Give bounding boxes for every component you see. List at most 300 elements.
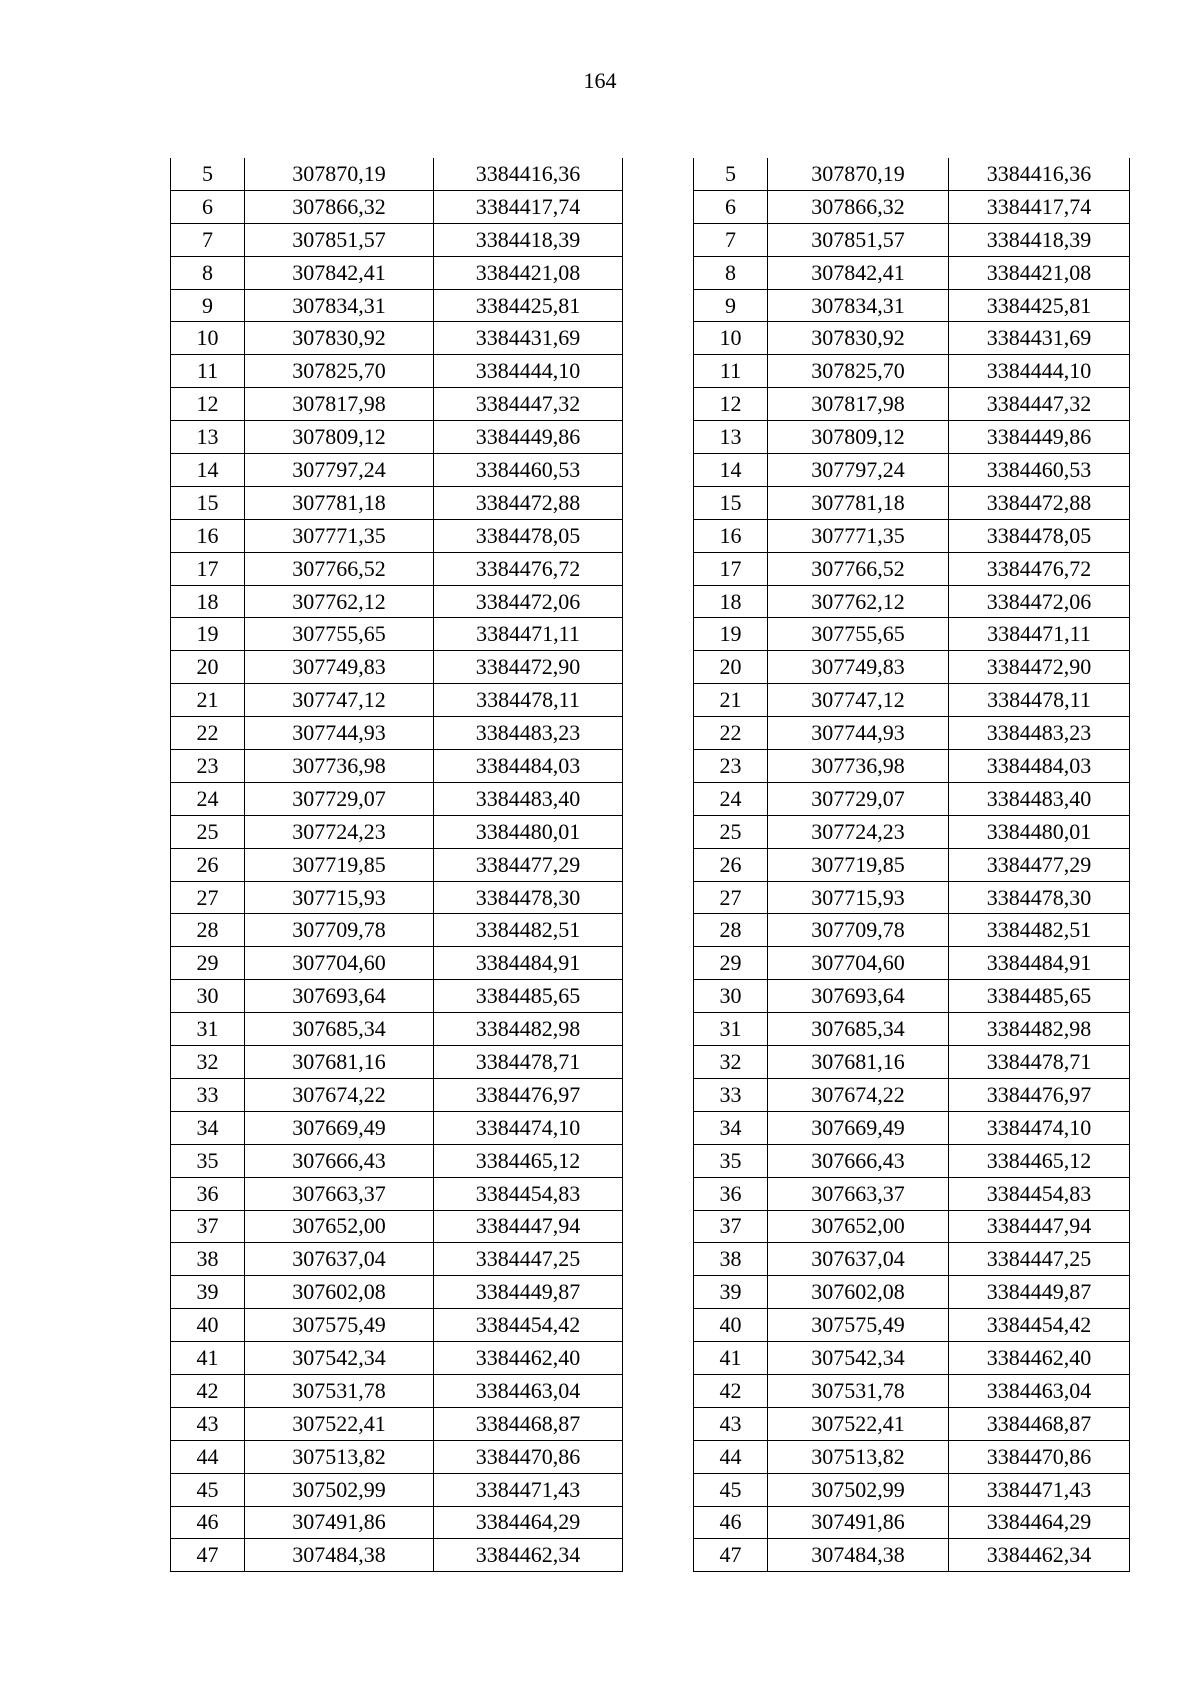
point-number-cell: 39 [694,1276,768,1309]
point-number-cell: 17 [694,552,768,585]
y-coordinate-cell: 3384478,71 [949,1046,1130,1079]
point-number-cell: 37 [694,1210,768,1243]
table-row [694,815,1130,848]
point-number-cell: 41 [694,1342,768,1375]
point-number-cell: 44 [171,1440,245,1473]
point-number-cell: 31 [171,1013,245,1046]
point-number-cell: 25 [171,815,245,848]
table-row [171,585,623,618]
point-number-cell: 35 [171,1144,245,1177]
table-row [171,815,623,848]
point-number-cell: 13 [171,421,245,454]
y-coordinate-cell: 3384462,40 [949,1342,1130,1375]
table-row [171,322,623,355]
y-coordinate-cell: 3384471,43 [434,1473,623,1506]
y-coordinate-cell: 3384482,98 [434,1013,623,1046]
y-coordinate-cell: 3384483,23 [949,717,1130,750]
y-coordinate-cell: 3384478,05 [949,519,1130,552]
y-coordinate-cell: 3384425,81 [434,289,623,322]
point-number-cell: 22 [171,717,245,750]
x-coordinate-cell: 307666,43 [245,1144,434,1177]
y-coordinate-cell: 3384470,86 [949,1440,1130,1473]
table-row [694,782,1130,815]
x-coordinate-cell: 307542,34 [245,1342,434,1375]
table-row [171,1210,623,1243]
x-coordinate-cell: 307766,52 [245,552,434,585]
y-coordinate-cell: 3384476,97 [434,1078,623,1111]
table-row [694,1013,1130,1046]
point-number-cell: 32 [171,1046,245,1079]
x-coordinate-cell: 307834,31 [245,289,434,322]
y-coordinate-cell: 3384478,30 [949,881,1130,914]
point-number-cell: 42 [171,1374,245,1407]
x-coordinate-cell: 307797,24 [768,454,949,487]
x-coordinate-cell: 307652,00 [768,1210,949,1243]
x-coordinate-cell: 307531,78 [245,1374,434,1407]
table-row [171,1539,623,1572]
x-coordinate-cell: 307685,34 [768,1013,949,1046]
table-row [171,1342,623,1375]
point-number-cell: 36 [171,1177,245,1210]
point-number-cell: 11 [694,355,768,388]
point-number-cell: 20 [694,651,768,684]
x-coordinate-cell: 307709,78 [245,914,434,947]
y-coordinate-cell: 3384460,53 [434,454,623,487]
point-number-cell: 6 [694,190,768,223]
y-coordinate-cell: 3384485,65 [949,980,1130,1013]
point-number-cell: 45 [171,1473,245,1506]
table-row [694,1210,1130,1243]
point-number-cell: 23 [171,750,245,783]
x-coordinate-cell: 307766,52 [768,552,949,585]
y-coordinate-cell: 3384472,06 [434,585,623,618]
x-coordinate-cell: 307736,98 [245,750,434,783]
point-number-cell: 32 [694,1046,768,1079]
point-number-cell: 18 [694,585,768,618]
y-coordinate-cell: 3384477,29 [949,848,1130,881]
y-coordinate-cell: 3384472,90 [434,651,623,684]
table-row [694,1506,1130,1539]
x-coordinate-cell: 307669,49 [245,1111,434,1144]
y-coordinate-cell: 3384460,53 [949,454,1130,487]
x-coordinate-cell: 307817,98 [768,388,949,421]
point-number-cell: 5 [171,158,245,190]
y-coordinate-cell: 3384483,40 [434,782,623,815]
y-coordinate-cell: 3384444,10 [434,355,623,388]
table-row [171,651,623,684]
point-number-cell: 24 [694,782,768,815]
x-coordinate-cell: 307781,18 [245,486,434,519]
y-coordinate-cell: 3384421,08 [949,256,1130,289]
x-coordinate-cell: 307825,70 [768,355,949,388]
table-row [694,585,1130,618]
point-number-cell: 43 [694,1407,768,1440]
x-coordinate-cell: 307681,16 [768,1046,949,1079]
y-coordinate-cell: 3384447,25 [434,1243,623,1276]
x-coordinate-cell: 307866,32 [245,190,434,223]
x-coordinate-cell: 307771,35 [245,519,434,552]
table-row [171,1374,623,1407]
y-coordinate-cell: 3384454,42 [434,1309,623,1342]
x-coordinate-cell: 307830,92 [768,322,949,355]
x-coordinate-cell: 307674,22 [245,1078,434,1111]
point-number-cell: 34 [171,1111,245,1144]
point-number-cell: 21 [171,684,245,717]
x-coordinate-cell: 307797,24 [245,454,434,487]
x-coordinate-cell: 307502,99 [768,1473,949,1506]
table-row [171,421,623,454]
x-coordinate-cell: 307715,93 [768,881,949,914]
point-number-cell: 24 [171,782,245,815]
point-number-cell: 12 [171,388,245,421]
table-row [694,454,1130,487]
point-number-cell: 16 [171,519,245,552]
point-number-cell: 30 [694,980,768,1013]
y-coordinate-cell: 3384468,87 [949,1407,1130,1440]
y-coordinate-cell: 3384464,29 [434,1506,623,1539]
y-coordinate-cell: 3384417,74 [434,190,623,223]
x-coordinate-cell: 307669,49 [768,1111,949,1144]
x-coordinate-cell: 307851,57 [768,223,949,256]
point-number-cell: 27 [171,881,245,914]
x-coordinate-cell: 307637,04 [245,1243,434,1276]
point-number-cell: 35 [694,1144,768,1177]
y-coordinate-cell: 3384447,94 [434,1210,623,1243]
table-row [694,256,1130,289]
x-coordinate-cell: 307513,82 [768,1440,949,1473]
point-number-cell: 30 [171,980,245,1013]
y-coordinate-cell: 3384474,10 [434,1111,623,1144]
point-number-cell: 46 [171,1506,245,1539]
table-row [694,848,1130,881]
point-number-cell: 26 [171,848,245,881]
point-number-cell: 18 [171,585,245,618]
y-coordinate-cell: 3384483,40 [949,782,1130,815]
table-row [171,1440,623,1473]
table-row [694,1144,1130,1177]
table-row [171,1177,623,1210]
point-number-cell: 19 [694,618,768,651]
x-coordinate-cell: 307724,23 [768,815,949,848]
x-coordinate-cell: 307729,07 [245,782,434,815]
table-row [694,322,1130,355]
y-coordinate-cell: 3384478,11 [949,684,1130,717]
table-row [694,388,1130,421]
table-row [694,1407,1130,1440]
y-coordinate-cell: 3384418,39 [434,223,623,256]
table-row [171,782,623,815]
x-coordinate-cell: 307709,78 [768,914,949,947]
x-coordinate-cell: 307685,34 [245,1013,434,1046]
table-row [694,1342,1130,1375]
point-number-cell: 36 [694,1177,768,1210]
y-coordinate-cell: 3384449,86 [949,421,1130,454]
x-coordinate-cell: 307781,18 [768,486,949,519]
y-coordinate-cell: 3384444,10 [949,355,1130,388]
point-number-cell: 47 [694,1539,768,1572]
table-row [171,388,623,421]
y-coordinate-cell: 3384480,01 [949,815,1130,848]
table-row [171,618,623,651]
x-coordinate-cell: 307747,12 [768,684,949,717]
point-number-cell: 31 [694,1013,768,1046]
x-coordinate-cell: 307704,60 [768,947,949,980]
y-coordinate-cell: 3384449,87 [434,1276,623,1309]
y-coordinate-cell: 3384471,43 [949,1473,1130,1506]
y-coordinate-cell: 3384447,94 [949,1210,1130,1243]
table-row [171,519,623,552]
point-number-cell: 33 [694,1078,768,1111]
table-row [694,914,1130,947]
point-number-cell: 41 [171,1342,245,1375]
point-number-cell: 9 [171,289,245,322]
x-coordinate-cell: 307866,32 [768,190,949,223]
y-coordinate-cell: 3384468,87 [434,1407,623,1440]
y-coordinate-cell: 3384472,88 [949,486,1130,519]
x-coordinate-cell: 307652,00 [245,1210,434,1243]
table-row [171,552,623,585]
table-row [171,1111,623,1144]
table-row [694,684,1130,717]
point-number-cell: 14 [694,454,768,487]
x-coordinate-cell: 307817,98 [245,388,434,421]
x-coordinate-cell: 307834,31 [768,289,949,322]
table-row [694,651,1130,684]
table-row [694,717,1130,750]
point-number-cell: 26 [694,848,768,881]
point-number-cell: 13 [694,421,768,454]
table-row [171,914,623,947]
y-coordinate-cell: 3384418,39 [949,223,1130,256]
y-coordinate-cell: 3384472,90 [949,651,1130,684]
table-row [694,1374,1130,1407]
point-number-cell: 15 [694,486,768,519]
point-number-cell: 6 [171,190,245,223]
point-number-cell: 37 [171,1210,245,1243]
point-number-cell: 10 [694,322,768,355]
point-number-cell: 8 [694,256,768,289]
table-row [694,1243,1130,1276]
x-coordinate-cell: 307681,16 [245,1046,434,1079]
y-coordinate-cell: 3384454,83 [949,1177,1130,1210]
table-row [171,454,623,487]
x-coordinate-cell: 307502,99 [245,1473,434,1506]
point-number-cell: 33 [171,1078,245,1111]
x-coordinate-cell: 307704,60 [245,947,434,980]
y-coordinate-cell: 3384421,08 [434,256,623,289]
x-coordinate-cell: 307491,86 [245,1506,434,1539]
table-row [694,1276,1130,1309]
coordinates-table-right [693,158,1130,1572]
x-coordinate-cell: 307575,49 [768,1309,949,1342]
table-row [694,190,1130,223]
table-row [694,1539,1130,1572]
page-number: 164 [583,68,617,93]
x-coordinate-cell: 307744,93 [768,717,949,750]
y-coordinate-cell: 3384472,06 [949,585,1130,618]
point-number-cell: 27 [694,881,768,914]
coordinates-table-left-body [171,158,623,1572]
y-coordinate-cell: 3384477,29 [434,848,623,881]
point-number-cell: 38 [171,1243,245,1276]
y-coordinate-cell: 3384431,69 [434,322,623,355]
y-coordinate-cell: 3384471,11 [949,618,1130,651]
y-coordinate-cell: 3384474,10 [949,1111,1130,1144]
table-row [694,750,1130,783]
point-number-cell: 25 [694,815,768,848]
y-coordinate-cell: 3384472,88 [434,486,623,519]
point-number-cell: 8 [171,256,245,289]
table-row [694,519,1130,552]
x-coordinate-cell: 307666,43 [768,1144,949,1177]
y-coordinate-cell: 3384478,05 [434,519,623,552]
y-coordinate-cell: 3384478,11 [434,684,623,717]
table-row [694,158,1130,190]
table-row [171,881,623,914]
table-row [171,684,623,717]
table-row [694,1473,1130,1506]
table-row [694,421,1130,454]
table-row [694,1177,1130,1210]
y-coordinate-cell: 3384478,30 [434,881,623,914]
point-number-cell: 45 [694,1473,768,1506]
y-coordinate-cell: 3384417,74 [949,190,1130,223]
x-coordinate-cell: 307870,19 [768,158,949,190]
x-coordinate-cell: 307522,41 [768,1407,949,1440]
y-coordinate-cell: 3384416,36 [434,158,623,190]
y-coordinate-cell: 3384449,86 [434,421,623,454]
y-coordinate-cell: 3384465,12 [434,1144,623,1177]
point-number-cell: 14 [171,454,245,487]
y-coordinate-cell: 3384464,29 [949,1506,1130,1539]
table-row [171,289,623,322]
x-coordinate-cell: 307771,35 [768,519,949,552]
y-coordinate-cell: 3384463,04 [434,1374,623,1407]
table-row [171,848,623,881]
point-number-cell: 28 [694,914,768,947]
x-coordinate-cell: 307747,12 [245,684,434,717]
x-coordinate-cell: 307522,41 [245,1407,434,1440]
y-coordinate-cell: 3384478,71 [434,1046,623,1079]
x-coordinate-cell: 307484,38 [768,1539,949,1572]
x-coordinate-cell: 307575,49 [245,1309,434,1342]
table-row [171,1506,623,1539]
y-coordinate-cell: 3384480,01 [434,815,623,848]
x-coordinate-cell: 307842,41 [245,256,434,289]
x-coordinate-cell: 307513,82 [245,1440,434,1473]
point-number-cell: 40 [171,1309,245,1342]
x-coordinate-cell: 307809,12 [245,421,434,454]
point-number-cell: 20 [171,651,245,684]
table-row [171,486,623,519]
x-coordinate-cell: 307602,08 [245,1276,434,1309]
x-coordinate-cell: 307762,12 [245,585,434,618]
point-number-cell: 23 [694,750,768,783]
x-coordinate-cell: 307724,23 [245,815,434,848]
table-row [171,1078,623,1111]
point-number-cell: 12 [694,388,768,421]
x-coordinate-cell: 307744,93 [245,717,434,750]
point-number-cell: 39 [171,1276,245,1309]
table-row [171,980,623,1013]
table-row [171,256,623,289]
table-row [694,947,1130,980]
table-row [171,1473,623,1506]
y-coordinate-cell: 3384484,91 [434,947,623,980]
x-coordinate-cell: 307531,78 [768,1374,949,1407]
point-number-cell: 47 [171,1539,245,1572]
point-number-cell: 28 [171,914,245,947]
y-coordinate-cell: 3384462,34 [434,1539,623,1572]
y-coordinate-cell: 3384447,32 [949,388,1130,421]
point-number-cell: 16 [694,519,768,552]
y-coordinate-cell: 3384416,36 [949,158,1130,190]
x-coordinate-cell: 307830,92 [245,322,434,355]
y-coordinate-cell: 3384454,42 [949,1309,1130,1342]
y-coordinate-cell: 3384471,11 [434,618,623,651]
x-coordinate-cell: 307602,08 [768,1276,949,1309]
table-row [171,1144,623,1177]
x-coordinate-cell: 307736,98 [768,750,949,783]
table-row [171,1276,623,1309]
point-number-cell: 7 [171,223,245,256]
x-coordinate-cell: 307719,85 [768,848,949,881]
y-coordinate-cell: 3384470,86 [434,1440,623,1473]
y-coordinate-cell: 3384463,04 [949,1374,1130,1407]
table-row [694,486,1130,519]
x-coordinate-cell: 307663,37 [768,1177,949,1210]
table-row [171,1013,623,1046]
point-number-cell: 46 [694,1506,768,1539]
x-coordinate-cell: 307674,22 [768,1078,949,1111]
x-coordinate-cell: 307542,34 [768,1342,949,1375]
point-number-cell: 7 [694,223,768,256]
table-row [171,158,623,190]
table-row [694,618,1130,651]
table-row [171,223,623,256]
point-number-cell: 19 [171,618,245,651]
y-coordinate-cell: 3384447,25 [949,1243,1130,1276]
point-number-cell: 15 [171,486,245,519]
point-number-cell: 10 [171,322,245,355]
table-row [694,1078,1130,1111]
y-coordinate-cell: 3384431,69 [949,322,1130,355]
y-coordinate-cell: 3384454,83 [434,1177,623,1210]
point-number-cell: 17 [171,552,245,585]
y-coordinate-cell: 3384482,51 [949,914,1130,947]
point-number-cell: 21 [694,684,768,717]
point-number-cell: 42 [694,1374,768,1407]
table-row [694,1111,1130,1144]
x-coordinate-cell: 307693,64 [768,980,949,1013]
table-row [694,355,1130,388]
table-row [171,1309,623,1342]
table-row [171,190,623,223]
y-coordinate-cell: 3384476,97 [949,1078,1130,1111]
y-coordinate-cell: 3384465,12 [949,1144,1130,1177]
table-row [694,552,1130,585]
x-coordinate-cell: 307749,83 [245,651,434,684]
point-number-cell: 5 [694,158,768,190]
x-coordinate-cell: 307719,85 [245,848,434,881]
point-number-cell: 44 [694,1440,768,1473]
table-row [171,355,623,388]
x-coordinate-cell: 307729,07 [768,782,949,815]
x-coordinate-cell: 307809,12 [768,421,949,454]
y-coordinate-cell: 3384462,34 [949,1539,1130,1572]
point-number-cell: 43 [171,1407,245,1440]
x-coordinate-cell: 307755,65 [768,618,949,651]
